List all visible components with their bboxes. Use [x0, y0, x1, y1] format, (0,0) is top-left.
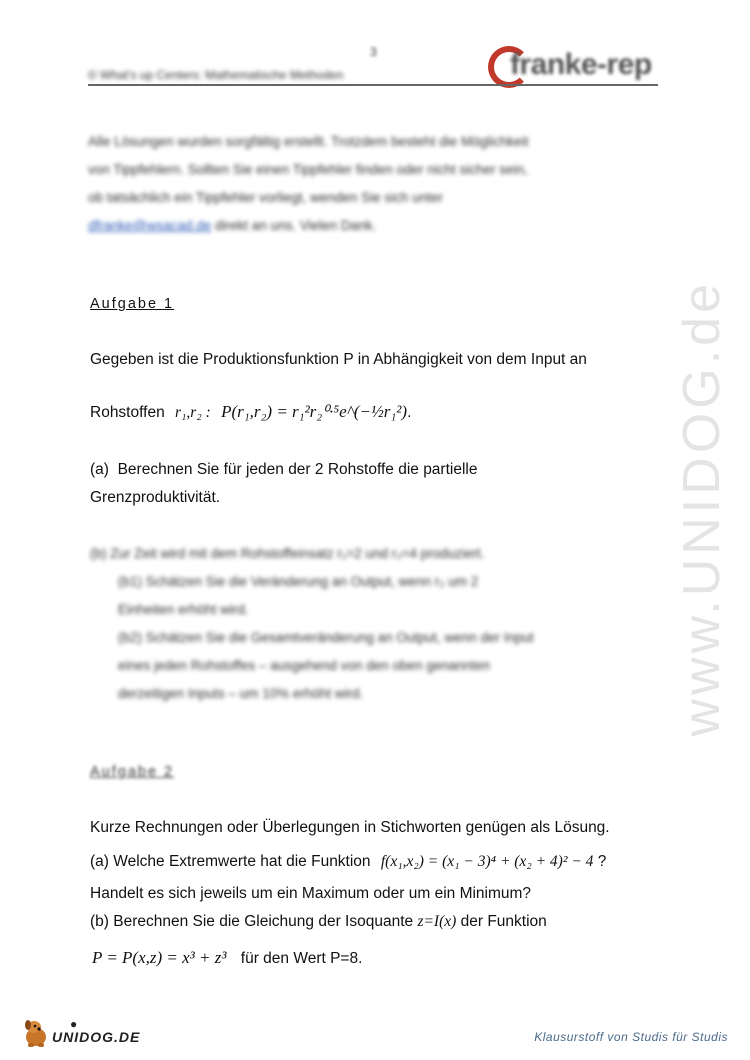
aufgabe2-part-b-line2: P = P(x,z) = x³ + z³ für den Wert P=8. — [92, 948, 363, 967]
intro-line: dfranke@wsacad.de direkt an uns. Vielen Dank. — [88, 218, 377, 233]
intro-line: Alle Lösungen wurden sorgfältig erstellt. Trotzdem besteht die Möglichkeit — [88, 134, 529, 149]
isoquant-formula: z=I(x) — [417, 913, 457, 930]
header-divider — [88, 84, 658, 86]
franke-rep-logo — [488, 46, 660, 86]
footer-tagline: Klausurstoff von Studis für Studis — [534, 1030, 728, 1044]
aufgabe2-part-b: (b) Berechnen Sie die Gleichung der Isoquante z=I(x) der Funktion — [90, 913, 547, 930]
vars-formula: r₁,r₂ : — [175, 404, 211, 421]
page-number: 3 — [370, 45, 377, 59]
paw-icon: ● — [70, 1017, 78, 1031]
aufgabe1-line2: Rohstoffen r₁,r₂ : P(r₁,r₂) = r₁²r₂⁰·⁵e^(−½r₁²). — [90, 402, 412, 421]
aufgabe1-heading: Aufgabe 1 — [90, 296, 175, 312]
production-function-formula: P(r₁,r₂) = r₁²r₂⁰·⁵e^(−½r₁²) — [221, 402, 408, 421]
intro-line: ob tatsächlich ein Tippfehler vorliegt, wenden Sie sich unter — [88, 190, 443, 205]
footer-logo-text: UNIDOG.DE — [52, 1029, 141, 1045]
logo-text: franke-rep — [510, 48, 652, 81]
aufgabe1-part-b: (b) Zur Zeit wird mit dem Rohstoffeinsatz r₁=2 und r₂=4 produziert. (b1) Schätzen Sie die Veränderung an Output, wenn r₂ um 2 Einheiten erhöht wird. (b2) Schätzen Sie die Gesamtveränderung an Output, wenn der Input eines jeden Rohstoffes – ausgehend von den oben genannten derzeitigen Inputs – um 10% erhöht wird. — [90, 546, 534, 701]
intro-paragraph — [88, 128, 663, 240]
unidog-footer-logo — [22, 1015, 152, 1051]
unidog-watermark: www.UNIDOG.de — [673, 280, 731, 737]
cubic-function-formula: P = P(x,z) = x³ + z³ — [92, 948, 227, 967]
aufgabe2-intro: Kurze Rechnungen oder Überlegungen in Stichworten genügen als Lösung. — [90, 819, 610, 836]
aufgabe2-part-a: (a) Welche Extremwerte hat die Funktion f(x₁,x₂) = (x₁ − 3)⁴ + (x₂ + 4)² − 4 ? — [90, 853, 607, 870]
extremum-function-formula: f(x₁,x₂) = (x₁ − 3)⁴ + (x₂ + 4)² − 4 — [380, 853, 594, 870]
dog-icon — [22, 1015, 56, 1049]
aufgabe2-part-a-line2: Handelt es sich jeweils um ein Maximum oder um ein Minimum? — [90, 885, 532, 902]
aufgabe1-part-a: (a) Berechnen Sie für jeden der 2 Rohstoffe die partielle Grenzproduktivität. — [90, 461, 478, 506]
intro-line: von Tippfehlern. Sollten Sie einen Tippfehler finden oder nicht sicher sein, — [88, 162, 528, 177]
header-title: © What's up Centers: Mathematische Methoden — [88, 68, 344, 82]
email-link[interactable]: dfranke@wsacad.de — [88, 218, 212, 233]
aufgabe1-line1: Gegeben ist die Produktionsfunktion P in Abhängigkeit von dem Input an — [90, 351, 587, 368]
aufgabe2-heading: Aufgabe 2 — [90, 764, 175, 780]
